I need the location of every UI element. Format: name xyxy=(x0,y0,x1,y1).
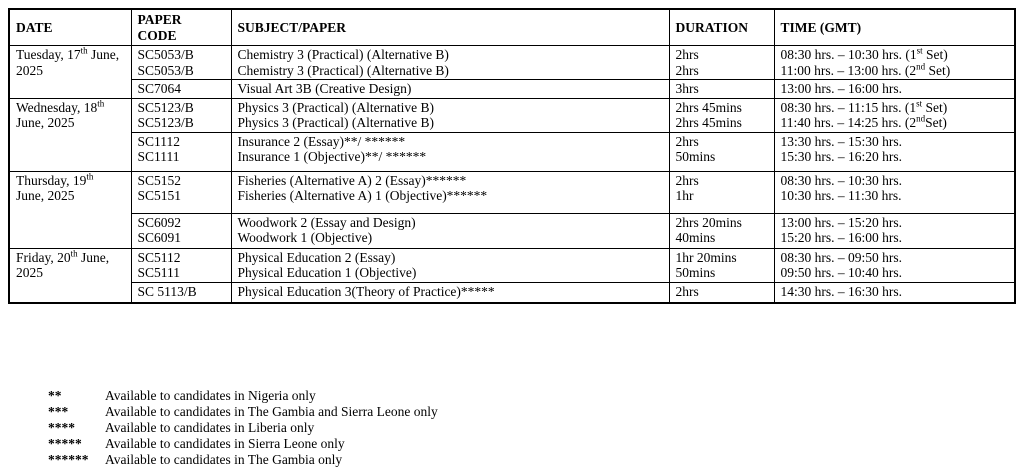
duration-cell: 2hrs 50mins xyxy=(669,132,774,171)
paper-code-cell: SC5152 SC5151 xyxy=(131,171,231,213)
date-cell: Thursday, 19th June, 2025 xyxy=(9,171,131,248)
table-row xyxy=(9,282,1015,303)
header-date: DATE xyxy=(9,9,131,46)
footnote-row xyxy=(48,388,438,404)
subject-cell: Fisheries (Alternative A) 2 (Essay)****** Fisheries (Alternative A) 1 (Objective)****** xyxy=(231,171,669,213)
ordinal-superscript: nd xyxy=(916,113,926,124)
paper-code-cell: SC 5113/B xyxy=(131,282,231,303)
footnote-stars: ****** xyxy=(48,452,89,467)
time-cell: 14:30 hrs. – 16:30 hrs. xyxy=(774,282,1015,303)
exam-timetable-table xyxy=(8,8,1016,304)
duration-cell: 2hrs xyxy=(669,282,774,303)
footnote-text: Available to candidates in The Gambia only xyxy=(105,452,343,467)
time-cell: 13:00 hrs. – 16:00 hrs. xyxy=(774,80,1015,99)
time-cell: 13:30 hrs. – 15:30 hrs. 15:30 hrs. – 16:20 hrs. xyxy=(774,132,1015,171)
duration-cell: 3hrs xyxy=(669,80,774,99)
footnote-stars: ** xyxy=(48,388,62,403)
time-cell: 08:30 hrs. – 09:50 hrs. 09:50 hrs. – 10:40 hrs. xyxy=(774,248,1015,282)
paper-code-cell: SC5053/B SC5053/B xyxy=(131,46,231,80)
table-row xyxy=(9,213,1015,248)
table-row xyxy=(9,171,1015,213)
subject-cell: Chemistry 3 (Practical) (Alternative B) Chemistry 3 (Practical) (Alternative B) xyxy=(231,46,669,80)
paper-code-cell: SC7064 xyxy=(131,80,231,99)
table-row xyxy=(9,248,1015,282)
table-row xyxy=(9,80,1015,99)
subject-cell: Physics 3 (Practical) (Alternative B) Physics 3 (Practical) (Alternative B) xyxy=(231,98,669,132)
ordinal-superscript: th xyxy=(70,248,78,258)
header-paper-code: PAPER CODE xyxy=(131,9,231,46)
subject-cell: Woodwork 2 (Essay and Design) Woodwork 1 (Objective) xyxy=(231,213,669,248)
date-cell: Friday, 20th June, 2025 xyxy=(9,248,131,303)
time-cell: 08:30 hrs. – 10:30 hrs. (1st Set) 11:00 hrs. – 13:00 hrs. (2nd Set) xyxy=(774,46,1015,80)
time-cell: 08:30 hrs. – 11:15 hrs. (1st Set) 11:40 hrs. – 14:25 hrs. (2ndSet) xyxy=(774,98,1015,132)
table-row xyxy=(9,132,1015,171)
ordinal-superscript: th xyxy=(97,98,105,108)
header-row xyxy=(9,9,1015,46)
footnote-text: Available to candidates in Liberia only xyxy=(105,420,315,435)
paper-code-cell: SC6092 SC6091 xyxy=(131,213,231,248)
subject-cell: Physical Education 3(Theory of Practice)***** xyxy=(231,282,669,303)
footnote-row xyxy=(48,404,438,420)
footnote-row xyxy=(48,420,438,436)
header-subject: SUBJECT/PAPER xyxy=(231,9,669,46)
footnote-row xyxy=(48,436,438,452)
date-cell: Tuesday, 17th June, 2025 xyxy=(9,46,131,99)
ordinal-superscript: nd xyxy=(916,61,926,71)
footnote-row xyxy=(48,452,438,468)
ordinal-superscript: th xyxy=(80,45,88,56)
subject-cell: Physical Education 2 (Essay) Physical Education 1 (Objective) xyxy=(231,248,669,282)
ordinal-superscript: st xyxy=(916,45,923,56)
duration-cell: 2hrs 20mins 40mins xyxy=(669,213,774,248)
footnote-text: Available to candidates in Nigeria only xyxy=(105,388,316,403)
duration-cell: 2hrs 2hrs xyxy=(669,46,774,80)
subject-cell: Visual Art 3B (Creative Design) xyxy=(231,80,669,99)
time-cell: 08:30 hrs. – 10:30 hrs. 10:30 hrs. – 11:30 hrs. xyxy=(774,171,1015,213)
ordinal-superscript: th xyxy=(86,171,94,181)
paper-code-cell: SC5123/B SC5123/B xyxy=(131,98,231,132)
ordinal-superscript: st xyxy=(916,98,923,108)
table-row xyxy=(9,98,1015,132)
table-row xyxy=(9,46,1015,80)
duration-cell: 2hrs 45mins 2hrs 45mins xyxy=(669,98,774,132)
footnote-stars: *** xyxy=(48,404,69,419)
header-duration: DURATION xyxy=(669,9,774,46)
duration-cell: 1hr 20mins 50mins xyxy=(669,248,774,282)
time-cell: 13:00 hrs. – 15:20 hrs. 15:20 hrs. – 16:00 hrs. xyxy=(774,213,1015,248)
paper-code-cell: SC5112 SC5111 xyxy=(131,248,231,282)
subject-cell: Insurance 2 (Essay)**/ ****** Insurance 1 (Objective)**/ ****** xyxy=(231,132,669,171)
footnote-text: Available to candidates in The Gambia and Sierra Leone only xyxy=(105,404,438,419)
footnote-stars: **** xyxy=(48,420,75,435)
header-time: TIME (GMT) xyxy=(774,9,1015,46)
date-cell: Wednesday, 18th June, 2025 xyxy=(9,98,131,171)
paper-code-cell: SC1112 SC1111 xyxy=(131,132,231,171)
footnote-text: Available to candidates in Sierra Leone only xyxy=(105,436,345,451)
duration-cell: 2hrs 1hr xyxy=(669,171,774,213)
footnotes-legend xyxy=(48,388,438,468)
footnote-stars: ***** xyxy=(48,436,82,451)
